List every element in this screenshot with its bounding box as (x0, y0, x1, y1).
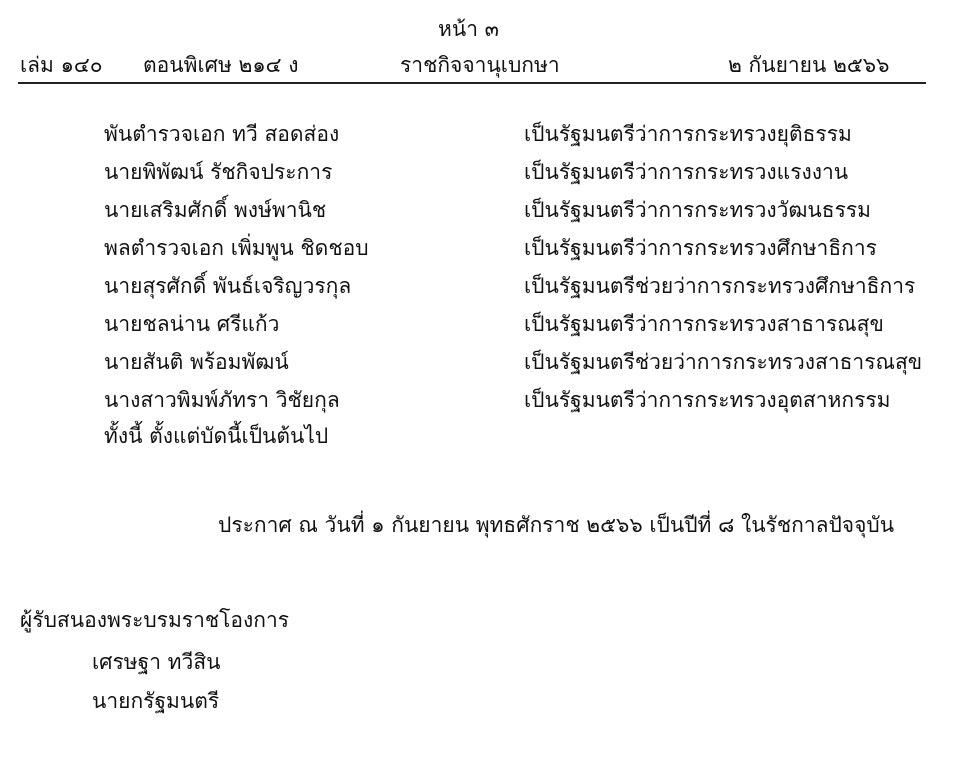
appointee-position: เป็นรัฐมนตรีว่าการกระทรวงวัฒนธรรม (524, 198, 871, 222)
page-number: หน้า ๓ (438, 17, 500, 41)
countersign-label: ผู้รับสนองพระบรมราชโองการ (20, 608, 290, 632)
appointee-position: เป็นรัฐมนตรีว่าการกระทรวงแรงงาน (524, 160, 849, 184)
appointee-name: พลตำรวจเอก เพิ่มพูน ชิดชอบ (104, 236, 369, 260)
appointee-position: เป็นรัฐมนตรีช่วยว่าการกระทรวงศึกษาธิการ (524, 274, 916, 298)
gazette-name: ราชกิจจานุเบกษา (400, 53, 560, 77)
appointee-position: เป็นรัฐมนตรีว่าการกระทรวงศึกษาธิการ (524, 236, 877, 260)
appointee-name: นายสันติ พร้อมพัฒน์ (104, 350, 289, 374)
appointee-position: เป็นรัฐมนตรีว่าการกระทรวงยุติธรรม (524, 122, 852, 146)
appointee-name: นายเสริมศักดิ์ พงษ์พานิช (104, 198, 327, 222)
appointee-name: นายพิพัฒน์ รัชกิจประการ (104, 160, 333, 184)
section-label: ตอนพิเศษ ๒๑๔ ง (143, 53, 299, 77)
appointee-position: เป็นรัฐมนตรีช่วยว่าการกระทรวงสาธารณสุข (524, 350, 923, 374)
appointee-name: นางสาวพิมพ์ภัทรา วิชัยกุล (104, 388, 340, 412)
appointee-position: เป็นรัฐมนตรีว่าการกระทรวงอุตสาหกรรม (524, 388, 891, 412)
signer-title: นายกรัฐมนตรี (92, 689, 220, 713)
effective-clause: ทั้งนี้ ตั้งแต่บัดนี้เป็นต้นไป (104, 424, 329, 448)
appointee-name: นายสุรศักดิ์ พันธ์เจริญวรกุล (104, 274, 352, 298)
appointee-name: นายชลน่าน ศรีแก้ว (104, 312, 280, 336)
appointee-name: พันตำรวจเอก ทวี สอดส่อง (104, 122, 340, 146)
header-divider (18, 82, 926, 84)
appointee-position: เป็นรัฐมนตรีว่าการกระทรวงสาธารณสุข (524, 312, 884, 336)
announcement-line: ประกาศ ณ วันที่ ๑ กันยายน พุทธศักราช ๒๕๖๖ เป็นปีที่ ๘ ในรัชกาลปัจจุบัน (218, 513, 895, 537)
signer-name: เศรษฐา ทวีสิน (92, 650, 221, 674)
gazette-date: ๒ กันยายน ๒๕๖๖ (728, 53, 890, 77)
volume-label: เล่ม ๑๔๐ (20, 53, 103, 77)
